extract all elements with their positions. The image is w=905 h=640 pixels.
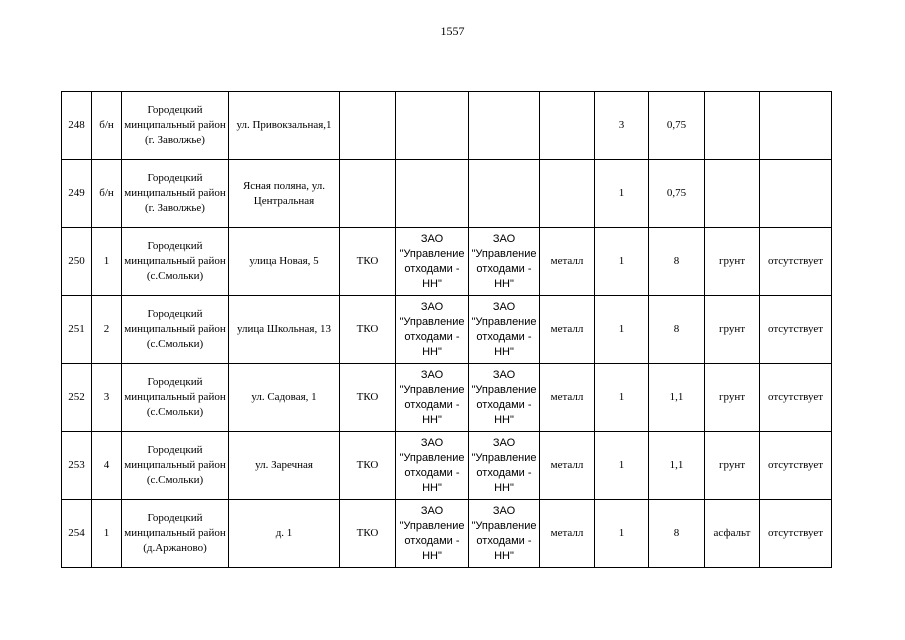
waste-sites-table xyxy=(61,91,832,568)
material-cell: металл xyxy=(540,296,595,364)
material-cell xyxy=(540,160,595,228)
container-count-cell: 1 xyxy=(595,432,649,500)
fence-cell xyxy=(760,92,832,160)
row-number: 251 xyxy=(62,296,92,364)
waste-type-cell: ТКО xyxy=(340,296,396,364)
container-count-cell: 1 xyxy=(595,160,649,228)
row-sub-number: 2 xyxy=(92,296,122,364)
container-volume-cell: 1,1 xyxy=(649,432,705,500)
row-number: 252 xyxy=(62,364,92,432)
row-number: 254 xyxy=(62,500,92,568)
owner-cell: ЗАО "Управление отходами - НН" xyxy=(396,228,469,296)
row-number: 249 xyxy=(62,160,92,228)
container-count-cell: 1 xyxy=(595,500,649,568)
waste-type-cell xyxy=(340,92,396,160)
row-number: 248 xyxy=(62,92,92,160)
operator-cell: ЗАО "Управление отходами - НН" xyxy=(469,364,540,432)
table-row xyxy=(62,92,832,160)
material-cell xyxy=(540,92,595,160)
district-cell: Городецкий минципальный район (с.Смольки) xyxy=(122,432,229,500)
container-volume-cell: 8 xyxy=(649,500,705,568)
surface-cell xyxy=(705,92,760,160)
table-row xyxy=(62,296,832,364)
surface-cell: грунт xyxy=(705,228,760,296)
owner-cell: ЗАО "Управление отходами - НН" xyxy=(396,500,469,568)
waste-type-cell xyxy=(340,160,396,228)
address-cell: ул. Заречная xyxy=(229,432,340,500)
address-cell: ул. Садовая, 1 xyxy=(229,364,340,432)
operator-cell: ЗАО "Управление отходами - НН" xyxy=(469,296,540,364)
page-number: 1557 xyxy=(440,24,465,38)
waste-type-cell: ТКО xyxy=(340,500,396,568)
material-cell: металл xyxy=(540,432,595,500)
operator-cell: ЗАО "Управление отходами - НН" xyxy=(469,228,540,296)
material-cell: металл xyxy=(540,500,595,568)
district-cell: Городецкий минципальный район (д.Аржаново) xyxy=(122,500,229,568)
container-count-cell: 1 xyxy=(595,364,649,432)
row-sub-number: 4 xyxy=(92,432,122,500)
waste-type-cell: ТКО xyxy=(340,364,396,432)
surface-cell: асфальт xyxy=(705,500,760,568)
surface-cell: грунт xyxy=(705,364,760,432)
container-volume-cell: 8 xyxy=(649,296,705,364)
fence-cell xyxy=(760,160,832,228)
district-cell: Городецкий минципальный район (с.Смольки) xyxy=(122,228,229,296)
district-cell: Городецкий минципальный район (с.Смольки) xyxy=(122,364,229,432)
row-sub-number: 3 xyxy=(92,364,122,432)
fence-cell: отсутствует xyxy=(760,364,832,432)
operator-cell xyxy=(469,92,540,160)
row-sub-number: б/н xyxy=(92,160,122,228)
fence-cell: отсутствует xyxy=(760,432,832,500)
operator-cell: ЗАО "Управление отходами - НН" xyxy=(469,500,540,568)
owner-cell: ЗАО "Управление отходами - НН" xyxy=(396,364,469,432)
address-cell: улица Новая, 5 xyxy=(229,228,340,296)
district-cell: Городецкий минципальный район (г. Заволжье) xyxy=(122,160,229,228)
row-sub-number: 1 xyxy=(92,228,122,296)
surface-cell: грунт xyxy=(705,432,760,500)
container-count-cell: 3 xyxy=(595,92,649,160)
owner-cell: ЗАО "Управление отходами - НН" xyxy=(396,432,469,500)
waste-type-cell: ТКО xyxy=(340,432,396,500)
waste-type-cell: ТКО xyxy=(340,228,396,296)
container-count-cell: 1 xyxy=(595,228,649,296)
address-cell: улица Школьная, 13 xyxy=(229,296,340,364)
address-cell: ул. Привокзальная,1 xyxy=(229,92,340,160)
district-cell: Городецкий минципальный район (с.Смольки) xyxy=(122,296,229,364)
surface-cell: грунт xyxy=(705,296,760,364)
address-cell: д. 1 xyxy=(229,500,340,568)
address-cell: Ясная поляна, ул. Центральная xyxy=(229,160,340,228)
container-volume-cell: 0,75 xyxy=(649,92,705,160)
row-sub-number: 1 xyxy=(92,500,122,568)
material-cell: металл xyxy=(540,228,595,296)
operator-cell xyxy=(469,160,540,228)
table-body xyxy=(62,92,832,568)
owner-cell xyxy=(396,160,469,228)
row-number: 253 xyxy=(62,432,92,500)
surface-cell xyxy=(705,160,760,228)
table-row xyxy=(62,432,832,500)
container-volume-cell: 1,1 xyxy=(649,364,705,432)
owner-cell xyxy=(396,92,469,160)
row-sub-number: б/н xyxy=(92,92,122,160)
fence-cell: отсутствует xyxy=(760,228,832,296)
container-count-cell: 1 xyxy=(595,296,649,364)
table-row xyxy=(62,228,832,296)
operator-cell: ЗАО "Управление отходами - НН" xyxy=(469,432,540,500)
fence-cell: отсутствует xyxy=(760,296,832,364)
table-row xyxy=(62,160,832,228)
district-cell: Городецкий минципальный район (г. Заволжье) xyxy=(122,92,229,160)
table-row xyxy=(62,500,832,568)
container-volume-cell: 0,75 xyxy=(649,160,705,228)
owner-cell: ЗАО "Управление отходами - НН" xyxy=(396,296,469,364)
table-row xyxy=(62,364,832,432)
container-volume-cell: 8 xyxy=(649,228,705,296)
fence-cell: отсутствует xyxy=(760,500,832,568)
material-cell: металл xyxy=(540,364,595,432)
row-number: 250 xyxy=(62,228,92,296)
